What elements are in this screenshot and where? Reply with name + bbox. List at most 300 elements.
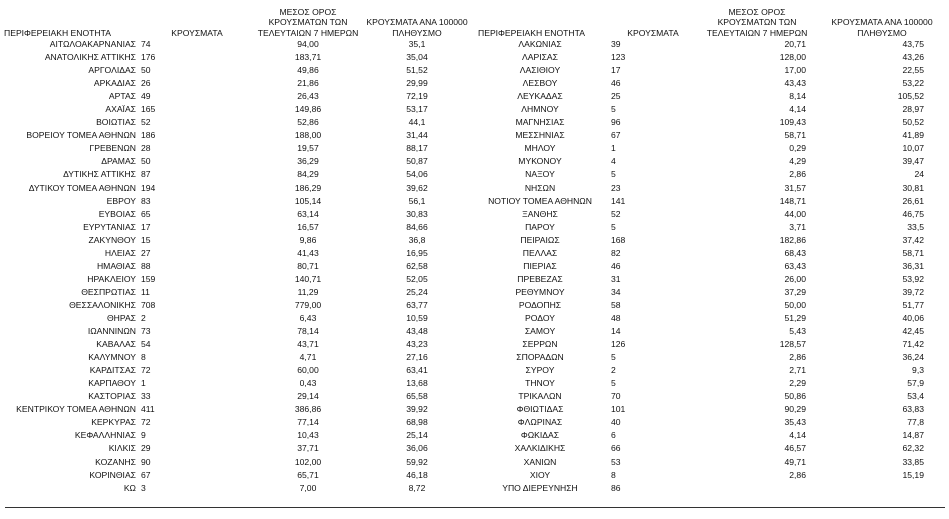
cases-cell: 5 xyxy=(611,378,616,389)
avg7-cell: 36,29 xyxy=(297,156,319,167)
avg7-cell: 3,71 xyxy=(789,221,806,232)
avg7-cell: 2,71 xyxy=(789,365,806,376)
table-row xyxy=(474,273,948,286)
region-cell: ΛΕΣΒΟΥ xyxy=(522,78,558,89)
table-row xyxy=(0,77,474,90)
avg7-cell: 26,00 xyxy=(784,273,806,284)
region-cell: ΝΟΤΙΟΥ ΤΟΜΕΑ ΑΘΗΝΩΝ xyxy=(488,195,592,206)
per100k-cell: 63,83 xyxy=(902,404,924,415)
per100k-cell: 62,32 xyxy=(902,443,924,454)
avg7-cell: 128,57 xyxy=(779,339,806,350)
table-row xyxy=(474,299,948,312)
per100k-cell: 53,17 xyxy=(406,104,428,115)
per100k-cell: 50,87 xyxy=(406,156,428,167)
cases-cell: 86 xyxy=(611,482,621,493)
table-row xyxy=(474,377,948,390)
per100k-cell: 50,52 xyxy=(902,117,924,128)
cases-cell: 159 xyxy=(141,273,156,284)
cases-cell: 90 xyxy=(141,456,151,467)
per100k-cell: 24 xyxy=(914,169,924,180)
cases-cell: 34 xyxy=(611,286,621,297)
region-cell: ΚΙΛΚΙΣ xyxy=(108,443,136,454)
avg7-cell: 94,00 xyxy=(297,39,319,49)
cases-cell: 66 xyxy=(611,443,621,454)
table-row xyxy=(474,195,948,208)
region-cell: ΠΕΙΡΑΙΩΣ xyxy=(520,234,560,245)
table-row xyxy=(0,90,474,103)
table-row xyxy=(0,351,474,364)
avg7-cell: 2,86 xyxy=(789,169,806,180)
region-cell: ΜΗΛΟΥ xyxy=(524,143,556,154)
per100k-cell: 30,81 xyxy=(902,182,924,193)
cases-cell: 25 xyxy=(611,91,621,102)
avg7-cell: 50,86 xyxy=(784,391,806,402)
table-row xyxy=(0,377,474,390)
avg7-cell: 149,86 xyxy=(294,104,322,115)
table-row xyxy=(474,469,948,482)
avg7-cell: 188,00 xyxy=(294,130,322,141)
per100k-cell: 10,07 xyxy=(902,143,924,154)
region-cell: ΑΧΑΪΑΣ xyxy=(105,104,136,115)
region-cell: ΛΗΜΝΟΥ xyxy=(521,104,559,115)
avg7-cell: 4,14 xyxy=(789,430,806,441)
avg7-cell: 29,14 xyxy=(297,391,319,402)
cases-cell: 39 xyxy=(611,39,621,49)
table-header-row xyxy=(0,0,474,38)
cases-cell: 28 xyxy=(141,143,151,154)
per100k-cell: 33,5 xyxy=(907,221,924,232)
per100k-cell: 33,85 xyxy=(902,456,924,467)
avg7-cell: 186,29 xyxy=(294,182,322,193)
avg7-cell: 41,43 xyxy=(297,247,319,258)
avg7-cell: 19,57 xyxy=(297,143,319,154)
header-avg7: ΜΕΣΟΣ ΟΡΟΣ ΚΡΟΥΣΜΑΤΩΝ ΤΩΝ ΤΕΛΕΥΤΑΙΩΝ 7 ΗΜΕΡΩΝ xyxy=(706,6,808,38)
region-cell: ΣΕΡΡΩΝ xyxy=(522,339,558,350)
cases-cell: 67 xyxy=(141,469,151,480)
cases-cell: 708 xyxy=(141,299,156,310)
cases-cell: 27 xyxy=(141,247,151,258)
table-row xyxy=(474,129,948,142)
region-cell: ΥΠΟ ΔΙΕΡΕΥΝΗΣΗ xyxy=(502,482,578,493)
table-row xyxy=(474,364,948,377)
per100k-cell: 46,75 xyxy=(902,208,924,219)
cases-cell: 2 xyxy=(141,312,146,323)
cases-cell: 73 xyxy=(141,326,151,337)
region-cell: ΓΡΕΒΕΝΩΝ xyxy=(89,143,136,154)
avg7-cell: 52,86 xyxy=(297,117,319,128)
per100k-cell: 44,1 xyxy=(408,117,426,128)
region-cell: ΛΑΚΩΝΙΑΣ xyxy=(518,39,562,49)
region-cell: ΔΥΤΙΚΟΥ ΤΟΜΕΑ ΑΘΗΝΩΝ xyxy=(28,182,136,193)
table-row xyxy=(0,234,474,247)
per100k-cell: 40,06 xyxy=(902,312,924,323)
region-cell: ΚΑΡΔΙΤΣΑΣ xyxy=(89,365,136,376)
cases-cell: 176 xyxy=(141,52,156,63)
cases-cell: 46 xyxy=(611,78,621,89)
per100k-cell: 39,47 xyxy=(902,156,924,167)
avg7-cell: 26,43 xyxy=(297,91,319,102)
table-row xyxy=(0,208,474,221)
avg7-cell: 2,86 xyxy=(789,352,806,363)
per100k-cell: 9,3 xyxy=(912,365,924,376)
table-row xyxy=(0,325,474,338)
per100k-cell: 25,24 xyxy=(406,286,428,297)
per100k-cell: 52,05 xyxy=(406,273,428,284)
cases-cell: 5 xyxy=(611,169,616,180)
table-row xyxy=(474,403,948,416)
cases-cell: 1 xyxy=(611,143,616,154)
region-cell: ΚΕΝΤΡΙΚΟΥ ΤΟΜΕΑ ΑΘΗΝΩΝ xyxy=(16,404,136,415)
region-cell: ΑΡΓΟΛΙΔΑΣ xyxy=(88,65,136,76)
cases-cell: 194 xyxy=(141,182,156,193)
table-row xyxy=(0,364,474,377)
avg7-cell: 128,00 xyxy=(779,52,806,63)
table-row xyxy=(0,195,474,208)
avg7-cell: 68,43 xyxy=(784,247,806,258)
region-cell: ΑΡΚΑΔΙΑΣ xyxy=(93,78,136,89)
table-row xyxy=(0,116,474,129)
avg7-cell: 4,14 xyxy=(789,104,806,115)
avg7-cell: 102,00 xyxy=(294,456,322,467)
avg7-cell: 0,43 xyxy=(299,378,317,389)
avg7-cell: 51,29 xyxy=(784,312,806,323)
region-cell: ΚΕΦΑΛΛΗΝΙΑΣ xyxy=(74,430,136,441)
per100k-cell: 105,52 xyxy=(897,91,924,102)
region-cell: ΘΕΣΠΡΩΤΙΑΣ xyxy=(81,286,136,297)
table-row xyxy=(0,416,474,429)
avg7-cell: 17,00 xyxy=(784,65,806,76)
region-cell: ΗΛΕΙΑΣ xyxy=(104,247,136,258)
per100k-cell: 14,87 xyxy=(902,430,924,441)
table-row xyxy=(0,429,474,442)
cases-cell: 4 xyxy=(611,156,616,167)
region-cell: ΙΩΑΝΝΙΝΩΝ xyxy=(87,326,136,337)
table-row xyxy=(0,38,474,51)
per100k-cell: 36,24 xyxy=(902,352,924,363)
cases-cell: 14 xyxy=(611,326,621,337)
table-row xyxy=(474,482,948,495)
avg7-cell: 140,71 xyxy=(294,273,322,284)
cases-cell: 165 xyxy=(141,104,156,115)
cases-cell: 1 xyxy=(141,378,146,389)
table-row xyxy=(0,390,474,403)
per100k-cell: 22,55 xyxy=(902,65,924,76)
per100k-cell: 26,61 xyxy=(902,195,924,206)
table-row xyxy=(0,299,474,312)
per100k-cell: 46,18 xyxy=(406,469,428,480)
cases-cell: 15 xyxy=(141,234,151,245)
cases-cell: 2 xyxy=(611,365,616,376)
per100k-cell: 53,4 xyxy=(907,391,924,402)
region-cell: ΕΒΡΟΥ xyxy=(106,195,136,206)
per100k-cell: 71,42 xyxy=(902,339,924,350)
per100k-cell: 51,77 xyxy=(902,299,924,310)
avg7-cell: 2,29 xyxy=(789,378,806,389)
header-per100k: ΚΡΟΥΣΜΑΤΑ ΑΝΑ 100000 ΠΛΗΘΥΣΜΟ xyxy=(366,17,468,38)
avg7-cell: 8,14 xyxy=(789,91,806,102)
per100k-cell: 43,23 xyxy=(406,339,428,350)
region-cell: ΒΟΙΩΤΙΑΣ xyxy=(96,117,136,128)
table-row xyxy=(0,273,474,286)
avg7-cell: 779,00 xyxy=(294,299,322,310)
avg7-cell: 49,71 xyxy=(784,456,806,467)
table-row xyxy=(474,182,948,195)
left-table-panel xyxy=(0,0,474,495)
table-header-row xyxy=(474,0,948,38)
per100k-cell: 29,99 xyxy=(406,78,428,89)
region-cell: ΗΜΑΘΙΑΣ xyxy=(96,260,136,271)
avg7-cell: 386,86 xyxy=(294,404,322,415)
cases-cell: 53 xyxy=(611,456,621,467)
table-row xyxy=(474,51,948,64)
cases-cell: 101 xyxy=(611,404,626,415)
table-row xyxy=(474,77,948,90)
region-cell: ΞΑΝΘΗΣ xyxy=(522,208,558,219)
table-row xyxy=(474,456,948,469)
region-cell: ΧΑΛΚΙΔΙΚΗΣ xyxy=(514,443,566,454)
cases-cell: 123 xyxy=(611,52,626,63)
per100k-cell: 36,8 xyxy=(408,234,426,245)
region-cell: ΗΡΑΚΛΕΙΟΥ xyxy=(87,273,136,284)
region-cell: ΕΥΒΟΙΑΣ xyxy=(98,208,136,219)
per100k-cell xyxy=(816,482,948,495)
cases-cell: 50 xyxy=(141,156,151,167)
avg7-cell: 9,86 xyxy=(299,234,317,245)
per100k-cell: 62,58 xyxy=(406,260,428,271)
cases-cell: 11 xyxy=(141,286,150,297)
table-row xyxy=(474,442,948,455)
table-row xyxy=(0,64,474,77)
region-cell: ΦΛΩΡΙΝΑΣ xyxy=(517,417,563,428)
per100k-cell: 31,44 xyxy=(406,130,428,141)
header-cases: ΚΡΟΥΣΜΑΤΑ xyxy=(171,27,223,38)
region-cell: ΑΝΑΤΟΛΙΚΗΣ ΑΤΤΙΚΗΣ xyxy=(44,52,136,63)
region-cell: ΚΑΛΥΜΝΟΥ xyxy=(88,352,136,363)
cases-cell: 5 xyxy=(611,352,616,363)
avg7-cell xyxy=(698,482,816,495)
region-cell: ΖΑΚΥΝΘΟΥ xyxy=(88,234,136,245)
cases-cell: 49 xyxy=(141,91,151,102)
region-cell: ΜΑΓΝΗΣΙΑΣ xyxy=(515,117,565,128)
header-cases: ΚΡΟΥΣΜΑΤΑ xyxy=(627,27,679,38)
avg7-cell: 183,71 xyxy=(294,52,322,63)
region-cell: ΛΑΡΙΣΑΣ xyxy=(522,52,558,63)
per100k-cell: 72,19 xyxy=(406,91,428,102)
region-cell: ΘΕΣΣΑΛΟΝΙΚΗΣ xyxy=(69,299,136,310)
cases-cell: 67 xyxy=(611,130,621,141)
region-cell: ΚΑΡΠΑΘΟΥ xyxy=(88,378,136,389)
avg7-cell: 84,29 xyxy=(297,169,319,180)
cases-cell: 52 xyxy=(141,117,151,128)
per100k-cell: 84,66 xyxy=(406,221,428,232)
avg7-cell: 43,43 xyxy=(784,78,806,89)
cases-cell: 82 xyxy=(611,247,621,258)
cases-cell: 126 xyxy=(611,339,626,350)
table-row xyxy=(474,90,948,103)
region-cell: ΤΗΝΟΥ xyxy=(525,378,555,389)
per100k-cell: 56,1 xyxy=(408,195,426,206)
per100k-cell: 68,98 xyxy=(406,417,428,428)
table-row xyxy=(474,247,948,260)
cases-cell: 54 xyxy=(141,339,151,350)
cases-cell: 29 xyxy=(141,443,151,454)
region-cell: ΠΑΡΟΥ xyxy=(525,221,555,232)
cases-cell: 141 xyxy=(611,195,626,206)
region-cell: ΒΟΡΕΙΟΥ ΤΟΜΕΑ ΑΘΗΝΩΝ xyxy=(26,130,136,141)
per100k-cell: 58,71 xyxy=(902,247,924,258)
region-cell: ΡΕΘΥΜΝΟΥ xyxy=(515,286,565,297)
per100k-cell: 63,77 xyxy=(406,299,428,310)
table-row xyxy=(474,416,948,429)
avg7-cell: 90,29 xyxy=(784,404,806,415)
avg7-cell: 65,71 xyxy=(297,469,319,480)
region-cell: ΦΩΚΙΔΑΣ xyxy=(520,430,560,441)
cases-cell: 96 xyxy=(611,117,621,128)
per100k-cell: 39,72 xyxy=(902,286,924,297)
per100k-cell: 42,45 xyxy=(902,326,924,337)
region-cell: ΚΑΒΑΛΑΣ xyxy=(96,339,136,350)
region-cell: ΚΕΡΚΥΡΑΣ xyxy=(91,417,136,428)
per100k-cell: 35,04 xyxy=(406,52,428,63)
region-cell: ΧΙΟΥ xyxy=(529,469,551,480)
cases-cell: 58 xyxy=(611,299,621,310)
table-row xyxy=(474,116,948,129)
table-row xyxy=(474,260,948,273)
table-row xyxy=(0,312,474,325)
avg7-cell: 63,43 xyxy=(784,260,806,271)
per100k-cell: 13,68 xyxy=(406,378,428,389)
avg7-cell: 35,43 xyxy=(784,417,806,428)
region-cell: ΜΥΚΟΝΟΥ xyxy=(518,156,562,167)
avg7-cell: 182,86 xyxy=(779,234,806,245)
cases-cell: 5 xyxy=(611,221,616,232)
region-cell: ΠΙΕΡΙΑΣ xyxy=(523,260,557,271)
per100k-cell: 63,41 xyxy=(406,365,428,376)
avg7-cell: 7,00 xyxy=(299,482,317,493)
region-cell: ΝΑΞΟΥ xyxy=(525,169,555,180)
region-cell: ΝΗΣΩΝ xyxy=(524,182,556,193)
cases-cell: 168 xyxy=(611,234,626,245)
per100k-cell: 15,19 xyxy=(902,469,924,480)
region-cell: ΛΑΣΙΘΙΟΥ xyxy=(519,65,561,76)
table-row xyxy=(0,469,474,482)
table-row xyxy=(474,234,948,247)
table-row xyxy=(474,325,948,338)
per100k-cell: 43,75 xyxy=(902,39,924,49)
cases-cell: 5 xyxy=(611,104,616,115)
per100k-cell: 53,92 xyxy=(902,273,924,284)
avg7-cell: 37,71 xyxy=(297,443,319,454)
per100k-cell: 10,59 xyxy=(406,312,428,323)
per100k-cell: 41,89 xyxy=(902,130,924,141)
region-cell: ΠΕΛΛΑΣ xyxy=(522,247,558,258)
cases-cell: 6 xyxy=(611,430,616,441)
per100k-cell: 77,8 xyxy=(907,417,924,428)
cases-cell: 26 xyxy=(141,78,151,89)
region-cell: ΔΥΤΙΚΗΣ ΑΤΤΙΚΗΣ xyxy=(63,169,136,180)
cases-cell: 186 xyxy=(141,130,156,141)
avg7-cell: 37,29 xyxy=(784,286,806,297)
table-body-right xyxy=(474,38,948,495)
avg7-cell: 63,14 xyxy=(297,208,319,219)
region-cell: ΛΕΥΚΑΔΑΣ xyxy=(517,91,563,102)
cases-cell: 8 xyxy=(141,352,146,363)
table-row xyxy=(474,429,948,442)
region-cell: ΚΟΡΙΝΘΙΑΣ xyxy=(89,469,136,480)
avg7-cell: 20,71 xyxy=(784,39,806,49)
table-row xyxy=(474,351,948,364)
table-body-left xyxy=(0,38,474,495)
table-row xyxy=(0,103,474,116)
cases-cell: 48 xyxy=(611,312,621,323)
avg7-cell: 80,71 xyxy=(297,260,319,271)
region-cell: ΔΡΑΜΑΣ xyxy=(101,156,136,167)
avg7-cell: 77,14 xyxy=(297,417,319,428)
avg7-cell: 6,43 xyxy=(299,312,317,323)
per100k-cell: 57,9 xyxy=(907,378,924,389)
header-avg7: ΜΕΣΟΣ ΟΡΟΣ ΚΡΟΥΣΜΑΤΩΝ ΤΩΝ ΤΕΛΕΥΤΑΙΩΝ 7 ΗΜΕΡΩΝ xyxy=(257,6,359,38)
region-cell: ΣΑΜΟΥ xyxy=(524,326,556,337)
cases-cell: 3 xyxy=(141,482,146,493)
table-row xyxy=(474,208,948,221)
avg7-cell: 0,29 xyxy=(789,143,806,154)
cases-cell: 72 xyxy=(141,365,151,376)
per100k-cell: 88,17 xyxy=(406,143,428,154)
region-cell: ΚΑΣΤΟΡΙΑΣ xyxy=(88,391,136,402)
table-row xyxy=(0,182,474,195)
per100k-cell: 39,62 xyxy=(406,182,428,193)
region-cell: ΣΠΟΡΑΔΩΝ xyxy=(516,352,564,363)
cases-cell: 83 xyxy=(141,195,151,206)
per100k-cell: 16,95 xyxy=(406,247,428,258)
region-cell: ΕΥΡΥΤΑΝΙΑΣ xyxy=(83,221,136,232)
per100k-cell: 25,14 xyxy=(406,430,428,441)
per100k-cell: 59,92 xyxy=(406,456,428,467)
table-row xyxy=(0,286,474,299)
table-row xyxy=(474,286,948,299)
header-region: ΠΕΡΙΦΕΡΕΙΑΚΗ ΕΝΟΤΗΤΑ xyxy=(4,27,111,38)
cases-table-right xyxy=(474,0,948,495)
avg7-cell: 43,71 xyxy=(297,339,319,350)
table-row xyxy=(474,155,948,168)
region-cell: ΡΟΔΟΥ xyxy=(525,312,555,323)
avg7-cell: 148,71 xyxy=(779,195,806,206)
table-row xyxy=(474,390,948,403)
avg7-cell: 2,86 xyxy=(789,469,806,480)
per100k-cell: 43,48 xyxy=(406,326,428,337)
table-row xyxy=(0,221,474,234)
per100k-cell: 35,1 xyxy=(408,39,426,49)
avg7-cell: 4,71 xyxy=(299,352,317,363)
cases-cell: 8 xyxy=(611,469,616,480)
table-row xyxy=(0,168,474,181)
avg7-cell: 16,57 xyxy=(297,221,319,232)
region-cell: ΠΡΕΒΕΖΑΣ xyxy=(517,273,563,284)
per100k-cell: 28,97 xyxy=(902,104,924,115)
region-cell: ΚΟΖΑΝΗΣ xyxy=(95,456,136,467)
cases-cell: 72 xyxy=(141,417,151,428)
table-row xyxy=(0,51,474,64)
avg7-cell: 109,43 xyxy=(779,117,806,128)
avg7-cell: 58,71 xyxy=(784,130,806,141)
avg7-cell: 105,14 xyxy=(294,195,322,206)
avg7-cell: 5,43 xyxy=(789,326,806,337)
table-row xyxy=(474,142,948,155)
region-cell: ΤΡΙΚΑΛΩΝ xyxy=(518,391,562,402)
per100k-cell: 30,83 xyxy=(406,208,428,219)
cases-cell: 87 xyxy=(141,169,151,180)
cases-cell: 31 xyxy=(611,273,621,284)
